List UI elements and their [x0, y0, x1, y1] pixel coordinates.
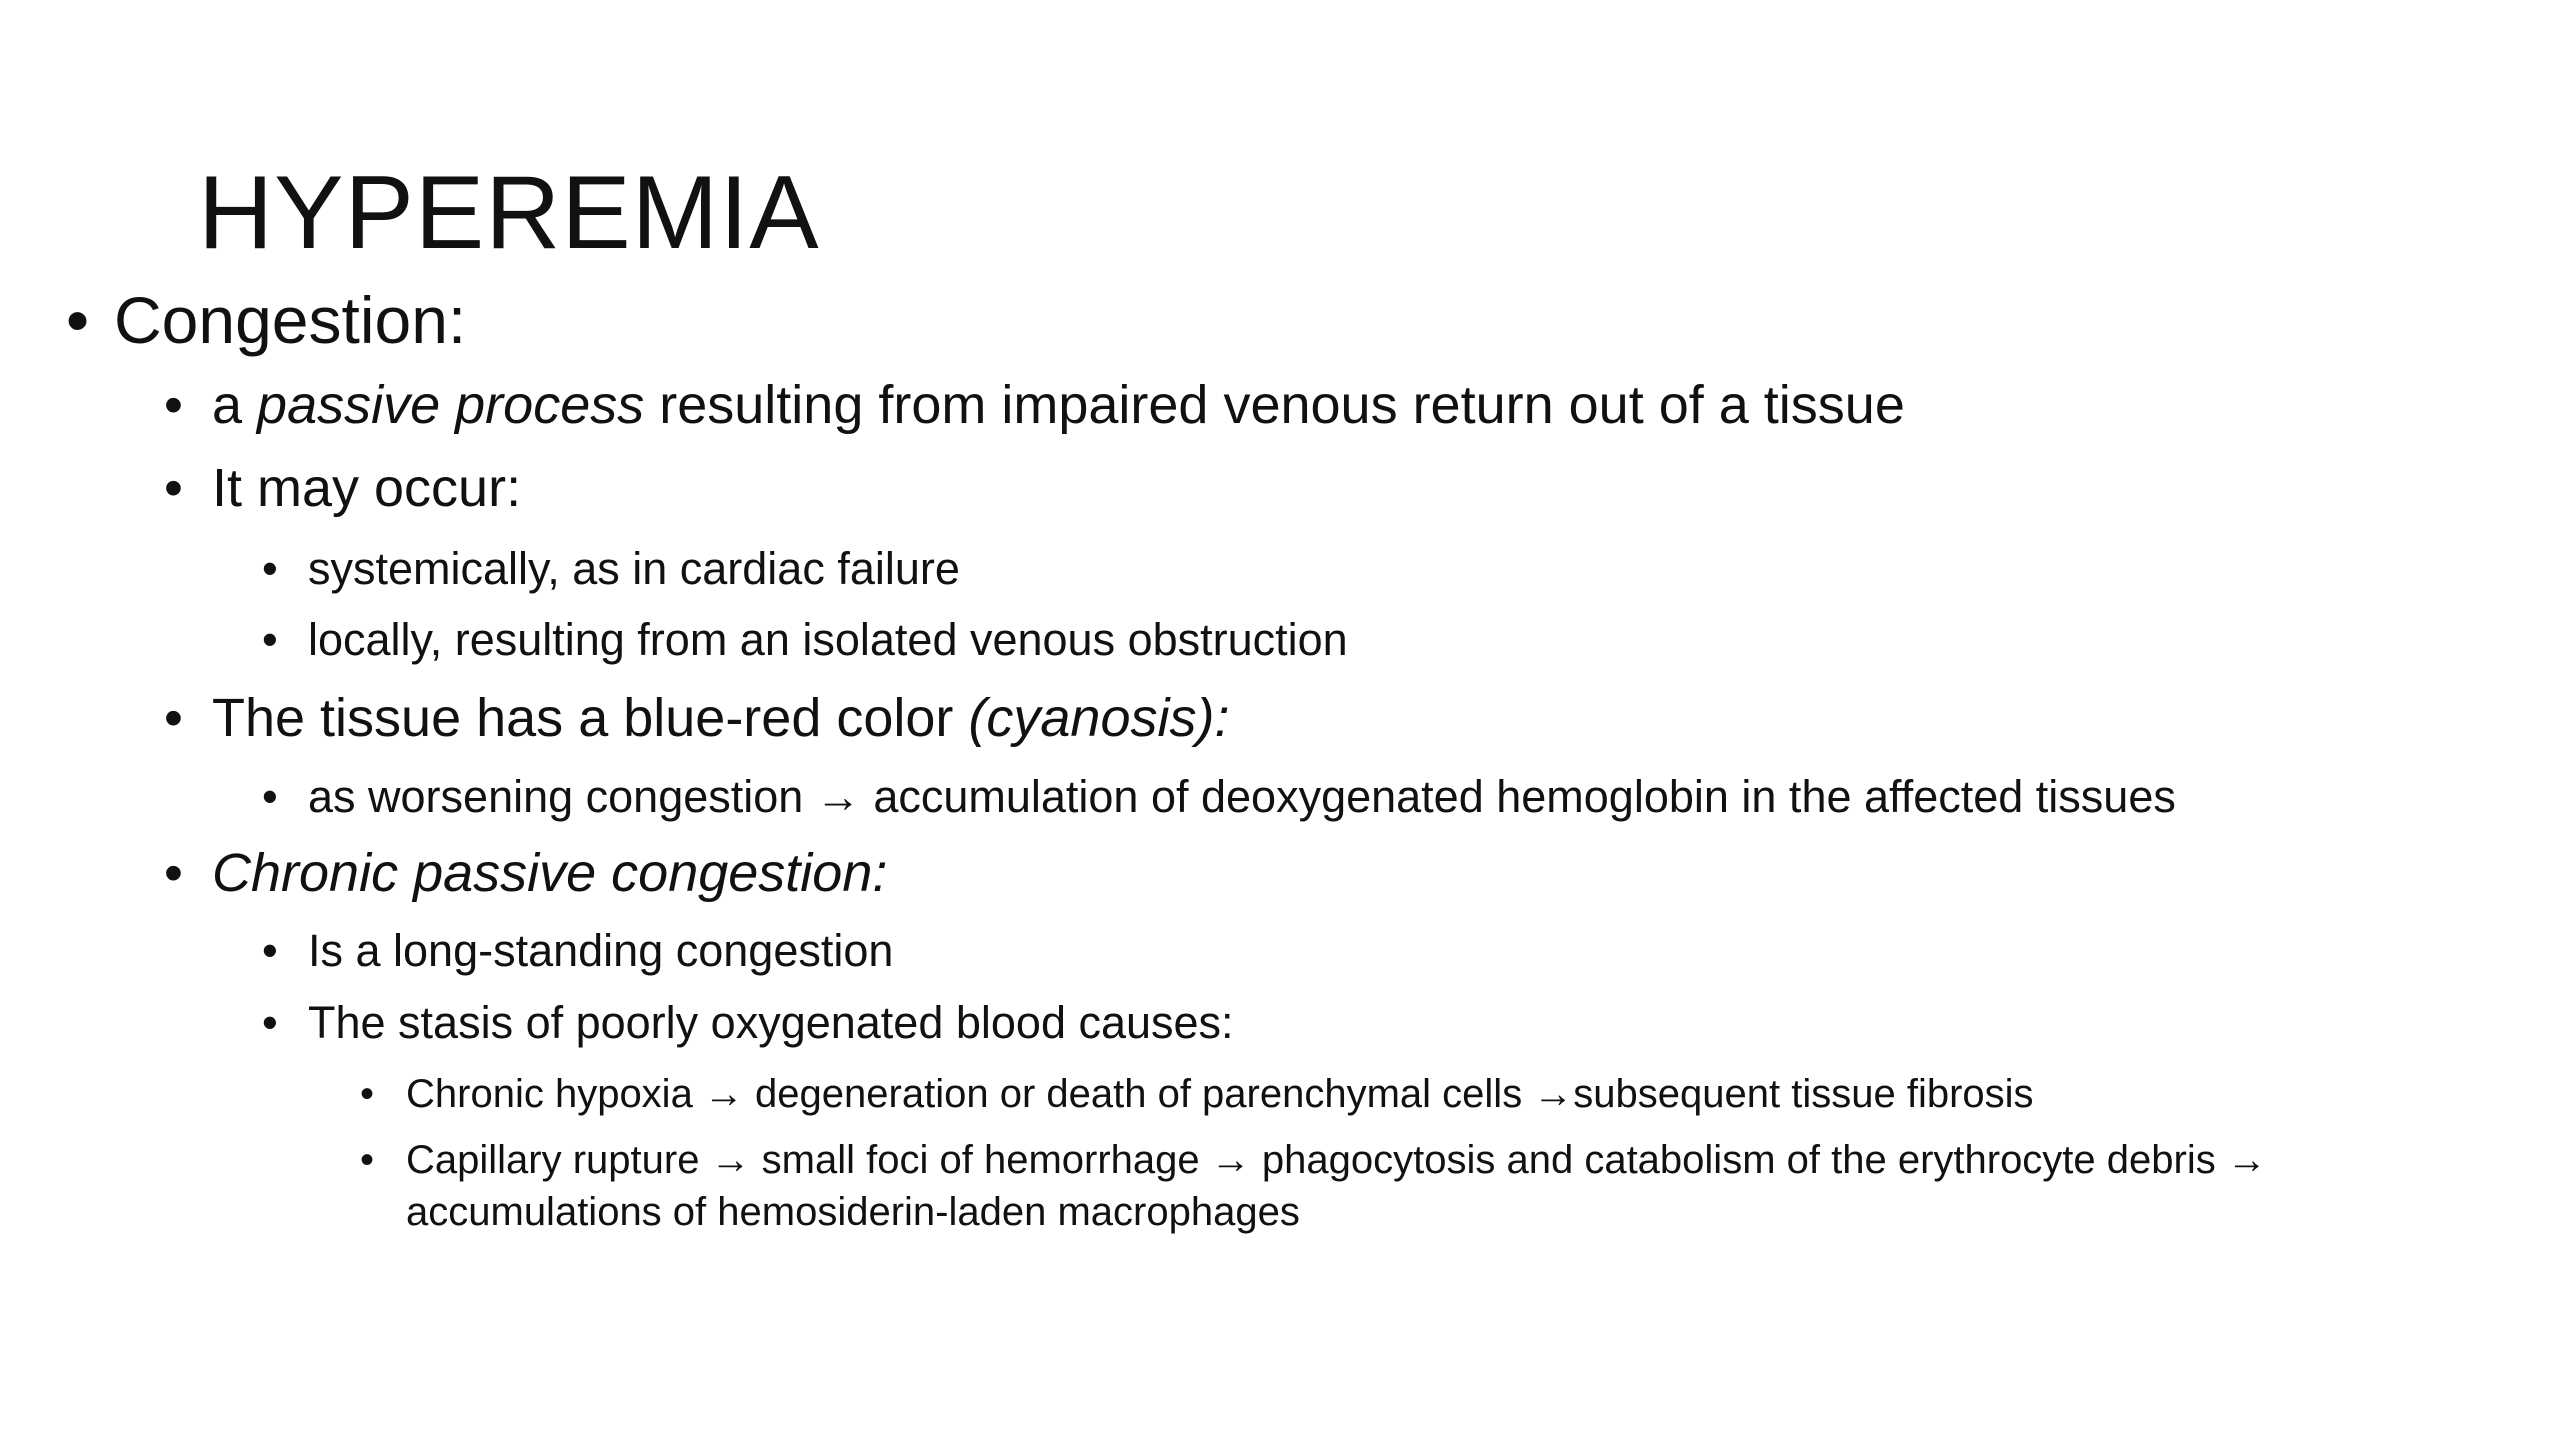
bullet-locally: [262, 611, 1348, 669]
bullet-stasis: [262, 994, 1234, 1052]
bullet-text-suffix: resulting from impaired venous return out of a tissue: [644, 375, 1905, 435]
slide-title: HYPEREMIA: [198, 155, 820, 271]
bullet-dot: •: [360, 1138, 375, 1182]
bullet-dot: •: [66, 283, 90, 357]
bullet-capillary-rupture: [360, 1134, 2267, 1186]
bullet-dot: •: [164, 458, 183, 518]
bullet-long-standing: [262, 922, 893, 980]
bullet-dot: •: [262, 925, 278, 976]
bullet-text: The stasis of poorly oxygenated blood causes:: [308, 997, 1234, 1048]
bullet-text: as worsening congestion → accumulation of deoxygenated hemoglobin in the affected tissues: [308, 771, 2176, 822]
bullet-dot: •: [262, 771, 278, 822]
bullet-may-occur: [164, 453, 521, 523]
bullet-chronic-passive: [164, 838, 887, 908]
bullet-congestion: [66, 278, 466, 362]
bullet-dot: •: [164, 843, 183, 903]
bullet-dot: •: [164, 375, 183, 435]
bullet-dot: •: [262, 997, 278, 1048]
bullet-passive-process: [164, 370, 1905, 440]
bullet-capillary-rupture-continued: accumulations of hemosiderin-laden macrophages: [406, 1190, 1300, 1234]
bullet-text: It may occur:: [212, 458, 522, 518]
bullet-systemically: [262, 540, 960, 598]
bullet-text-prefix: a: [212, 375, 258, 435]
bullet-dot: •: [262, 614, 278, 665]
bullet-dot: •: [164, 688, 183, 748]
bullet-text-prefix: The tissue has a blue-red color: [212, 688, 969, 748]
bullet-text: Capillary rupture → small foci of hemorrhage → phagocytosis and catabolism of the erythrocyte debris →: [406, 1138, 2267, 1182]
bullet-dot: •: [262, 543, 278, 594]
bullet-text: Congestion:: [114, 283, 467, 357]
bullet-chronic-hypoxia: [360, 1068, 2034, 1120]
bullet-text-italic: passive process: [257, 375, 645, 435]
bullet-text-italic: Chronic passive congestion:: [212, 843, 888, 903]
bullet-worsening-congestion: [262, 768, 2176, 826]
bullet-blue-red-color: [164, 683, 1229, 753]
bullet-text: systemically, as in cardiac failure: [308, 543, 960, 594]
bullet-text: Is a long-standing congestion: [308, 925, 894, 976]
bullet-text: Chronic hypoxia → degeneration or death of parenchymal cells →subsequent tissue fibrosis: [406, 1072, 2034, 1116]
bullet-text: locally, resulting from an isolated venous obstruction: [308, 614, 1348, 665]
bullet-dot: •: [360, 1072, 375, 1116]
bullet-text-italic: (cyanosis):: [968, 688, 1230, 748]
